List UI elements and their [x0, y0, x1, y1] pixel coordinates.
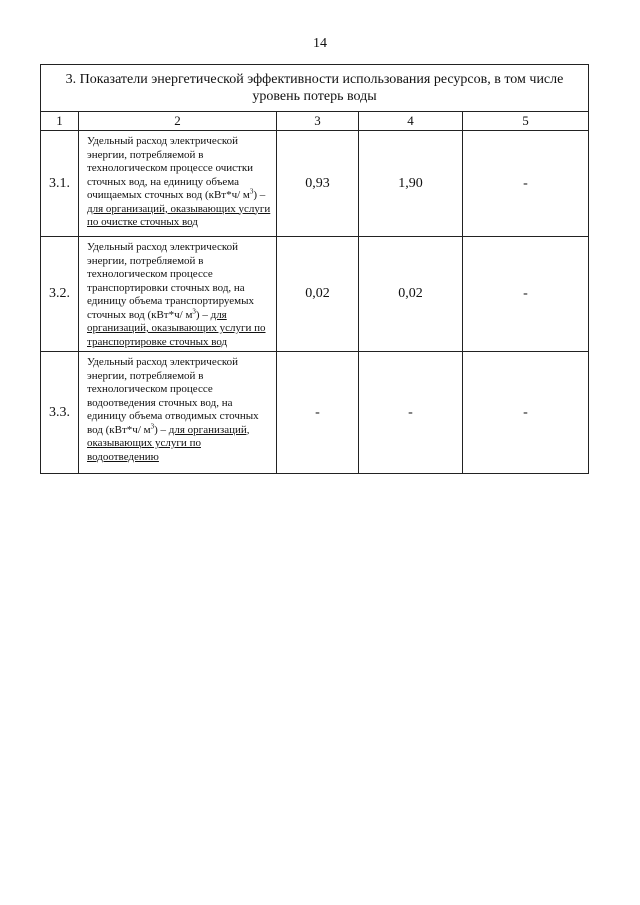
table-row [41, 352, 589, 474]
value-col-3: 0,93 [277, 131, 359, 237]
row-description [79, 352, 277, 474]
value-col-5: - [463, 237, 589, 352]
value-col-3: 0,02 [277, 237, 359, 352]
value-col-4: - [359, 352, 463, 474]
value-col-5: - [463, 352, 589, 474]
row-number: 3.2. [41, 237, 79, 352]
column-header-3: 3 [277, 112, 359, 131]
superscript: 3 [150, 421, 155, 430]
description-underlined: для организаций, оказывающих услуги по водоотведению [87, 423, 250, 463]
value-col-4: 0,02 [359, 237, 463, 352]
description-text: Удельный расход электрической энергии, потребляемой в технологическом процессе водоотведения сточных вод, на единицу объема отводимых сточных вод (кВт*ч/ м [87, 356, 259, 436]
column-header-5: 5 [463, 112, 589, 131]
superscript: 3 [249, 187, 254, 196]
column-header-2: 2 [79, 112, 277, 131]
value-col-3: - [277, 352, 359, 474]
description-underlined: для организаций, оказывающих услуги по очистке сточных вод [87, 202, 271, 228]
table-row [41, 237, 589, 352]
row-number: 3.3. [41, 352, 79, 474]
description-text: Удельный расход электрической энергии, потребляемой в технологическом процессе транспортировки сточных вод, на единицу объема транспортируемых сточных вод (кВт*ч/ м [87, 241, 255, 321]
row-number: 3.1. [41, 131, 79, 237]
description-text-after: ) – [195, 308, 211, 321]
row-description [79, 237, 277, 352]
page-number: 14 [313, 36, 327, 51]
column-header-4: 4 [359, 112, 463, 131]
column-header-row [41, 112, 589, 131]
indicators-table [40, 64, 589, 474]
description-text-after: ) – [253, 189, 266, 201]
description-text: Удельный расход электрической энергии, потребляемой в технологическом процессе очистки сточных вод, на единицу объема очищаемых сточных вод (кВт*ч/ м [87, 135, 254, 201]
table-row [41, 131, 589, 237]
column-header-1: 1 [41, 112, 79, 131]
section-title: 3. Показатели энергетической эффективности использования ресурсов, в том числе уровень потерь воды [41, 65, 589, 112]
row-description [79, 131, 277, 237]
value-col-5: - [463, 131, 589, 237]
description-text-after: ) – [154, 423, 169, 436]
value-col-4: 1,90 [359, 131, 463, 237]
superscript: 3 [192, 306, 196, 315]
description-underlined: для организаций, оказывающих услуги по транспортировке сточных вод [87, 308, 266, 348]
section-title-row [41, 65, 589, 112]
